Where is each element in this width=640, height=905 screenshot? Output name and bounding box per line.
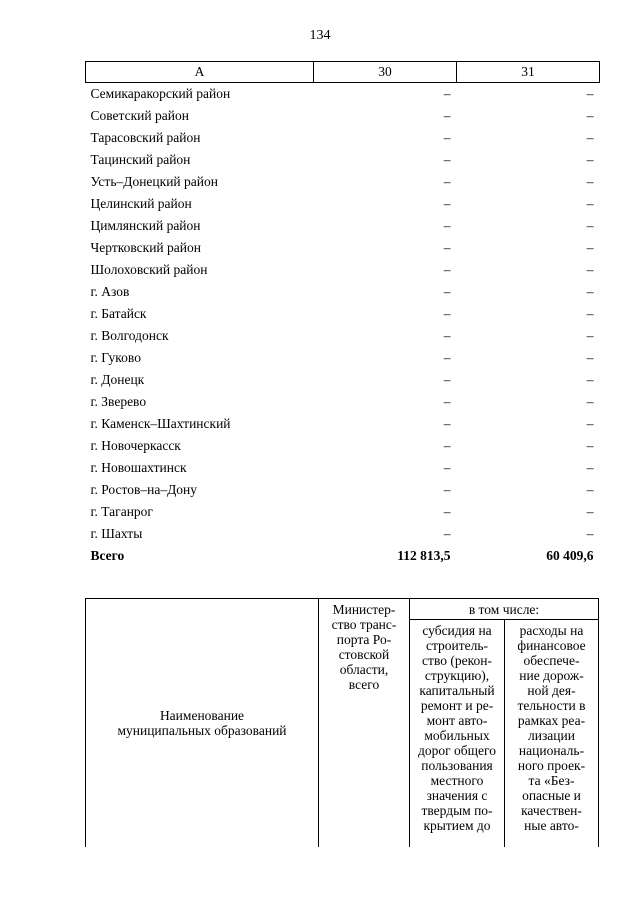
row-name-cell: Цимлянский район: [90, 218, 201, 233]
row-value-30: –: [443, 174, 451, 189]
total-value-30: 112 813,5: [397, 548, 451, 563]
row-value-31: –: [586, 284, 594, 299]
row-value-31: –: [586, 196, 594, 211]
page-number: 134: [309, 28, 331, 43]
row-value-30: –: [443, 526, 451, 541]
row-value-31: –: [586, 306, 594, 321]
row-name-cell: г. Каменск–Шахтинский: [90, 416, 231, 431]
table-row: [86, 149, 600, 171]
row-value-31: –: [586, 416, 594, 431]
total-row: [86, 545, 600, 567]
row-value-30: –: [443, 438, 451, 453]
row-value-30: –: [443, 284, 451, 299]
regional-data-table: [85, 61, 600, 567]
row-value-31: –: [586, 152, 594, 167]
ministry-total-header-text: Министер- ство транс- порта Ро- стовской области, всего: [331, 602, 397, 692]
expenses-header-cell: [505, 620, 599, 848]
column-header-31: 31: [457, 62, 600, 83]
table-row: [86, 523, 600, 545]
table-row: [86, 193, 600, 215]
row-value-31: –: [586, 328, 594, 343]
row-value-30: –: [443, 482, 451, 497]
table-row: [86, 281, 600, 303]
table-row: [86, 127, 600, 149]
row-name-cell: г. Таганрог: [90, 504, 153, 519]
row-value-31: –: [586, 262, 594, 277]
including-header-text: в том числе:: [468, 601, 540, 617]
subsidy-header-cell: [410, 620, 505, 848]
municipal-header-table: [85, 598, 599, 847]
row-value-31: –: [586, 482, 594, 497]
row-value-31: –: [586, 394, 594, 409]
row-value-30: –: [443, 306, 451, 321]
row-value-31: –: [586, 108, 594, 123]
row-value-30: –: [443, 108, 451, 123]
table-row: [86, 347, 600, 369]
row-name-cell: Тарасовский район: [90, 130, 201, 145]
row-value-30: –: [443, 262, 451, 277]
row-name-cell: Советский район: [90, 108, 189, 123]
row-value-30: –: [443, 240, 451, 255]
row-value-31: –: [586, 218, 594, 233]
table-row: [86, 303, 600, 325]
row-value-31: –: [586, 130, 594, 145]
table-row: [86, 479, 600, 501]
row-value-30: –: [443, 350, 451, 365]
column-header-30: 30: [314, 62, 457, 83]
expenses-header-text: расходы на финансовое обеспече- ние дорож- ной дея- тельности в рамках реа- лизации националь- ного проек- та «Без- опасные и качествен- ные авто-: [517, 623, 586, 833]
row-value-30: –: [443, 394, 451, 409]
subsidy-header-text: субсидия на строитель- ство (рекон- струкцию), капитальный ремонт и ре- монт авто- мобильных дорог общего пользования местного значения с твердым по- крытием до: [418, 623, 496, 833]
row-value-30: –: [443, 328, 451, 343]
table-row: [86, 105, 600, 127]
row-value-31: –: [586, 438, 594, 453]
row-value-31: –: [586, 174, 594, 189]
row-name-cell: Семикаракорский район: [90, 86, 231, 101]
row-name-cell: г. Новочеркасск: [90, 438, 181, 453]
row-value-31: –: [586, 460, 594, 475]
row-name-cell: г. Донецк: [90, 372, 145, 387]
row-name-cell: г. Азов: [90, 284, 130, 299]
ministry-total-header-cell: [319, 599, 410, 848]
row-value-30: –: [443, 372, 451, 387]
row-name-cell: г. Новошахтинск: [90, 460, 187, 475]
table-row: [86, 259, 600, 281]
row-value-30: –: [443, 130, 451, 145]
row-value-30: –: [443, 218, 451, 233]
table-row: [86, 435, 600, 457]
row-name-cell: Чертковский район: [90, 240, 201, 255]
row-value-30: –: [443, 460, 451, 475]
row-value-30: –: [443, 152, 451, 167]
total-value-31: 60 409,6: [546, 548, 594, 563]
row-name-cell: Тацинский район: [90, 152, 191, 167]
row-name-cell: г. Ростов–на–Дону: [90, 482, 198, 497]
including-header-cell: [410, 599, 599, 620]
row-value-31: –: [586, 526, 594, 541]
row-value-31: –: [586, 240, 594, 255]
row-value-30: –: [443, 504, 451, 519]
row-name-cell: Целинский район: [90, 196, 192, 211]
row-name-cell: г. Батайск: [90, 306, 147, 321]
column-header-a: А: [86, 62, 314, 83]
table-row: [86, 457, 600, 479]
row-name-cell: г. Зверево: [90, 394, 147, 409]
municipalities-header-cell: [86, 599, 319, 848]
row-value-30: –: [443, 416, 451, 431]
row-name-cell: г. Шахты: [90, 526, 143, 541]
table-row: [86, 83, 600, 106]
table-row: [86, 237, 600, 259]
municipalities-header-text: Наименование муниципальных образований: [117, 708, 287, 738]
table-row: [86, 171, 600, 193]
table-row: [86, 501, 600, 523]
row-value-31: –: [586, 372, 594, 387]
table-row: [86, 325, 600, 347]
table-row: [86, 215, 600, 237]
table-header-row: [86, 62, 600, 83]
row-name-cell: г. Волгодонск: [90, 328, 169, 343]
row-value-31: –: [586, 86, 594, 101]
total-label: Всего: [90, 548, 125, 563]
table-body: [86, 83, 600, 568]
row-name-cell: г. Гуково: [90, 350, 141, 365]
table-row: [86, 413, 600, 435]
row-value-31: –: [586, 350, 594, 365]
row-value-30: –: [443, 86, 451, 101]
row-value-30: –: [443, 196, 451, 211]
table-row: [86, 369, 600, 391]
row-value-31: –: [586, 504, 594, 519]
row-name-cell: Усть–Донецкий район: [90, 174, 218, 189]
table-row: [86, 391, 600, 413]
row-name-cell: Шолоховский район: [90, 262, 208, 277]
